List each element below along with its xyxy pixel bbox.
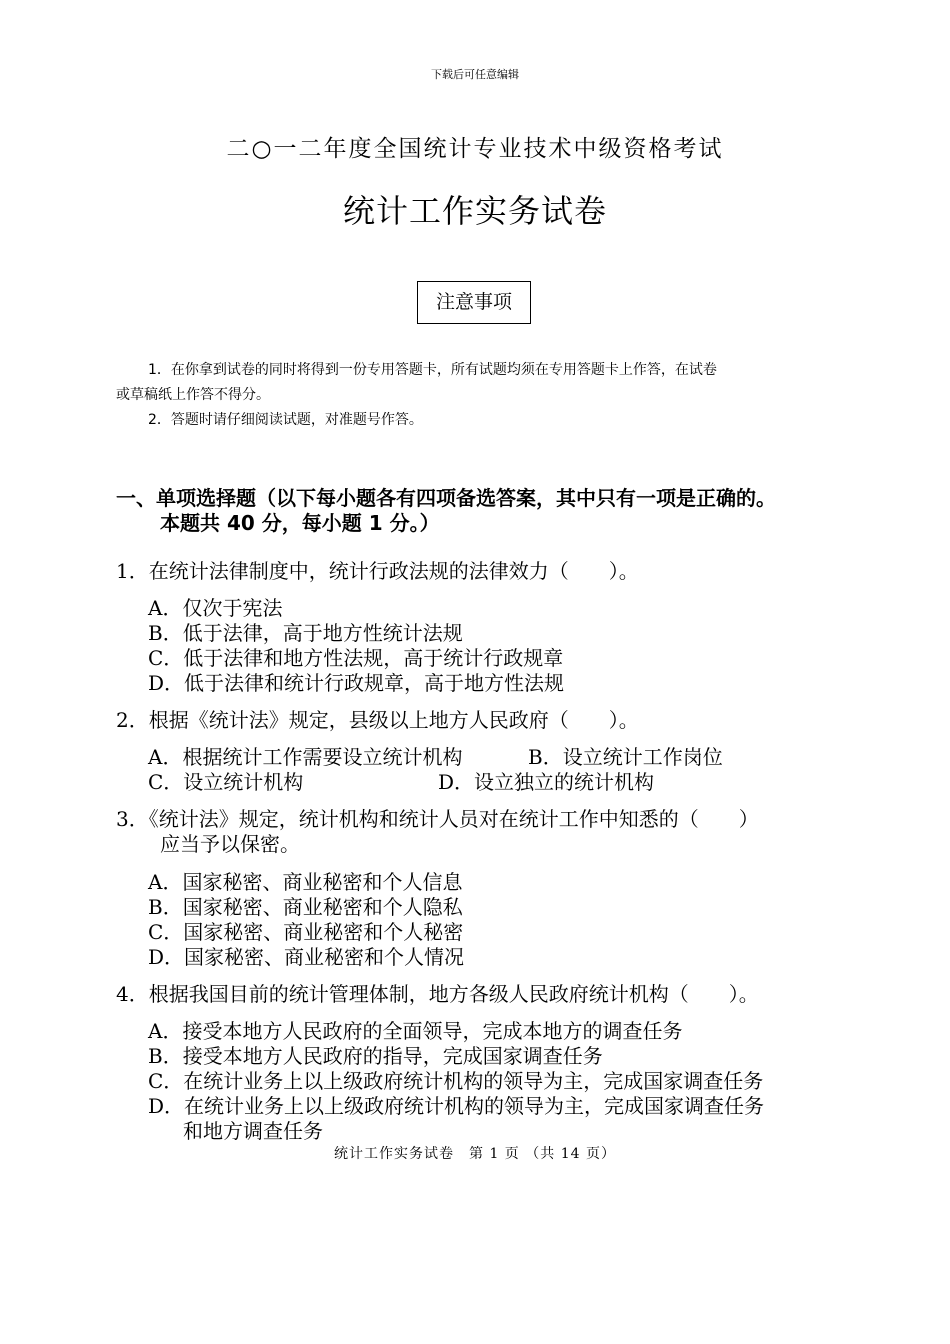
question-3-option-c: C．国家秘密、商业秘密和个人秘密 <box>148 920 464 944</box>
question-3-stem: 3．《统计法》规定，统计机构和统计人员对在统计工作中知悉的（ ） <box>116 807 759 831</box>
question-3-option-a: A．国家秘密、商业秘密和个人信息 <box>148 870 463 894</box>
exam-title: 二○一二年度全国统计专业技术中级资格考试 <box>226 136 724 162</box>
section-heading: 一、单项选择题（以下每小题各有四项备选答案，其中只有一项是正确的。 <box>116 486 776 510</box>
question-2-option-d: D．设立独立的统计机构 <box>438 770 655 794</box>
notice-item-2: 2．答题时请仔细阅读试题，对准题号作答。 <box>148 412 423 428</box>
question-2-stem: 2．根据《统计法》规定，县级以上地方人民政府（ ）。 <box>116 708 639 732</box>
question-3-option-b: B．国家秘密、商业秘密和个人隐私 <box>148 895 463 919</box>
question-3-option-d: D．国家秘密、商业秘密和个人情况 <box>148 945 465 969</box>
question-1-option-c: C．低于法律和地方性法规，高于统计行政规章 <box>148 646 564 670</box>
question-1-option-a: A．仅次于宪法 <box>148 596 283 620</box>
notice-title: 注意事项 <box>417 281 531 324</box>
page-footer: 统计工作实务试卷 第 1 页 （共 14 页） <box>334 1146 616 1162</box>
question-4-option-d-cont: 和地方调查任务 <box>183 1119 323 1143</box>
question-2-option-a: A．根据统计工作需要设立统计机构 <box>148 745 463 769</box>
notice-item-1-cont: 或草稿纸上作答不得分。 <box>116 387 270 403</box>
paper-title: 统计工作实务试卷 <box>342 192 607 230</box>
question-4-option-a: A．接受本地方人民政府的全面领导，完成本地方的调查任务 <box>148 1019 683 1043</box>
question-1-option-d: D．低于法律和统计行政规章，高于地方性法规 <box>148 671 565 695</box>
question-2-option-c: C．设立统计机构 <box>148 770 304 794</box>
question-4-stem: 4．根据我国目前的统计管理体制，地方各级人民政府统计机构（ ）。 <box>116 982 759 1006</box>
question-2-option-b: B．设立统计工作岗位 <box>528 745 723 769</box>
section-heading-cont: 本题共 40 分，每小题 1 分。） <box>160 511 440 535</box>
question-4-option-d: D．在统计业务上以上级政府统计机构的领导为主，完成国家调查任务 <box>148 1094 765 1118</box>
question-4-option-c: C．在统计业务上以上级政府统计机构的领导为主，完成国家调查任务 <box>148 1069 764 1093</box>
question-4-option-b: B．接受本地方人民政府的指导，完成国家调查任务 <box>148 1044 603 1068</box>
question-3-stem-cont: 应当予以保密。 <box>160 832 300 856</box>
question-1-option-b: B．低于法律，高于地方性统计法规 <box>148 621 463 645</box>
notice-item-1: 1．在你拿到试卷的同时将得到一份专用答题卡，所有试题均须在专用答题卡上作答，在试卷 <box>148 362 717 378</box>
question-1-stem: 1．在统计法律制度中，统计行政法规的法律效力（ ）。 <box>116 559 639 583</box>
header-note: 下载后可任意编辑 <box>431 68 519 81</box>
